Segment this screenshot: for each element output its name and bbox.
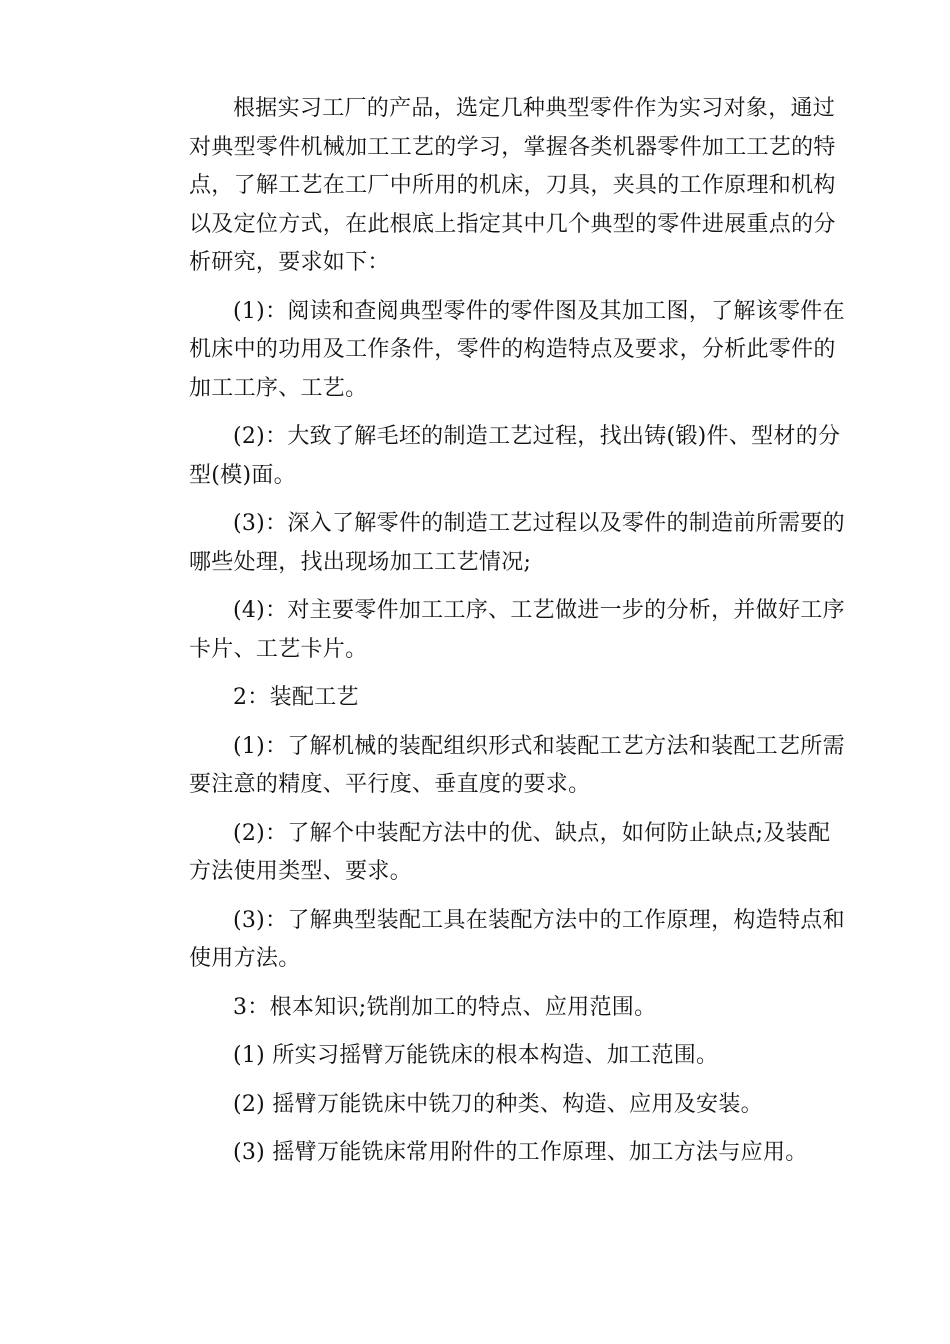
text-line: 以及定位方式，在此根底上指定其中几个典型的零件进展重点的分 bbox=[189, 211, 836, 237]
text-line: 点，了解工艺在工厂中所用的机床，刀具，夹具的工作原理和机构 bbox=[189, 173, 836, 198]
text-line: (2)：了解个中装配方法中的优、缺点，如何防止缺点;及装配 bbox=[233, 820, 831, 846]
paragraph-assembly-2 bbox=[145, 815, 831, 892]
text-line: (2) 摇臂万能铣床中铣刀的种类、构造、应用及安装。 bbox=[233, 1091, 763, 1117]
text-line: (3)：深入了解零件的制造工艺过程以及零件的制造前所需要的 bbox=[233, 511, 845, 536]
text-line: 要注意的精度、平行度、垂直度的要求。 bbox=[189, 772, 591, 797]
paragraph-intro bbox=[145, 90, 836, 283]
paragraph-item-2 bbox=[145, 418, 841, 495]
text-line: 卡片、工艺卡片。 bbox=[189, 636, 368, 662]
text-line: (3) 摇臂万能铣床常用附件的工作原理、加工方法与应用。 bbox=[233, 1140, 808, 1165]
text-line: 3：根本知识;铣削加工的特点、应用范围。 bbox=[233, 994, 657, 1020]
paragraph-item-1 bbox=[145, 293, 845, 409]
paragraph-assembly-3 bbox=[145, 902, 845, 979]
text-line: 型(模)面。 bbox=[189, 462, 296, 488]
text-line: 哪些处理，找出现场加工工艺情况; bbox=[189, 549, 532, 575]
text-line: 使用方法。 bbox=[189, 946, 301, 971]
paragraph-assembly-1 bbox=[145, 728, 845, 805]
paragraph-milling-2 bbox=[145, 1086, 810, 1125]
text-line: (1)：阅读和查阅典型零件的零件图及其加工图，了解该零件在 bbox=[233, 298, 845, 324]
text-line: (1)：了解机械的装配组织形式和装配工艺方法和装配工艺所需 bbox=[233, 733, 845, 759]
section-heading-assembly bbox=[145, 679, 810, 718]
text-line: 根据实习工厂的产品，选定几种典型零件作为实习对象，通过 bbox=[233, 96, 836, 121]
paragraph-item-3 bbox=[145, 505, 845, 582]
text-line: 对典型零件机械加工工艺的学习，掌握各类机器零件加工工艺的特 bbox=[189, 134, 836, 160]
text-line: 加工工序、工艺。 bbox=[189, 375, 368, 401]
text-line: 方法使用类型、要求。 bbox=[189, 859, 413, 884]
text-line: 析研究，要求如下： bbox=[189, 250, 390, 275]
section-heading-milling bbox=[145, 989, 810, 1028]
text-line: 2：装配工艺 bbox=[233, 685, 359, 710]
paragraph-item-4 bbox=[145, 592, 845, 669]
text-line: (1) 所实习摇臂万能铣床的根本构造、加工范围。 bbox=[233, 1043, 719, 1068]
document-body bbox=[145, 90, 845, 1173]
text-line: (2)：大致了解毛坯的制造工艺过程，找出铸(锻)件、型材的分 bbox=[233, 424, 841, 449]
text-line: (3)：了解典型装配工具在装配方法中的工作原理，构造特点和 bbox=[233, 907, 845, 933]
text-line: 机床中的功用及工作条件，零件的构造特点及要求，分析此零件的 bbox=[189, 337, 836, 362]
paragraph-milling-1 bbox=[145, 1037, 810, 1076]
paragraph-milling-3 bbox=[145, 1134, 810, 1173]
text-line: (4)：对主要零件加工工序、工艺做进一步的分析，并做好工序 bbox=[233, 598, 845, 623]
